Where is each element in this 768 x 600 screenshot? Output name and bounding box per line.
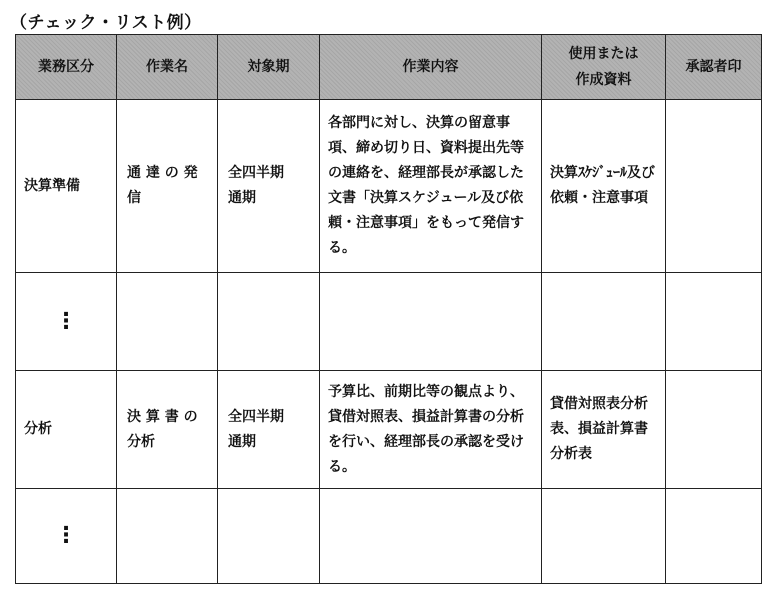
cell-category bbox=[16, 371, 117, 489]
cell-content bbox=[320, 489, 542, 584]
cell-target-period bbox=[218, 371, 320, 489]
cell-approver-seal bbox=[666, 100, 762, 273]
header-task-name: 作業名 bbox=[117, 35, 218, 100]
cell-target-period-text: 全四半期通期 bbox=[228, 165, 284, 206]
cell-task-name-text: 通 達 の 発信 bbox=[127, 165, 198, 206]
cell-approver-seal bbox=[666, 371, 762, 489]
vertical-ellipsis-icon: ⋮ bbox=[55, 308, 77, 334]
header-content: 作業内容 bbox=[320, 35, 542, 100]
header-approver-seal: 承認者印 bbox=[666, 35, 762, 100]
cell-target-period bbox=[218, 100, 320, 273]
cell-category bbox=[16, 489, 117, 584]
cell-materials bbox=[542, 489, 666, 584]
header-row bbox=[16, 35, 762, 100]
table-row bbox=[16, 100, 762, 273]
cell-materials bbox=[542, 100, 666, 273]
cell-materials-text: 決算ｽｹｼﾞｭｰﾙ及び依頼・注意事項 bbox=[550, 165, 655, 206]
table-row-ellipsis bbox=[16, 489, 762, 584]
cell-content bbox=[320, 371, 542, 489]
checklist-table bbox=[15, 34, 762, 584]
cell-category-text: 決算準備 bbox=[24, 177, 80, 194]
cell-materials-text: 貸借対照表分析表、損益計算書分析表 bbox=[550, 396, 648, 462]
cell-content-text: 予算比、前期比等の観点より、貸借対照表、損益計算書の分析を行い、経理部長の承認を受ける。 bbox=[328, 383, 524, 475]
cell-content bbox=[320, 100, 542, 273]
cell-category-text: 分析 bbox=[24, 421, 52, 437]
cell-target-period-text: 全四半期通期 bbox=[228, 408, 284, 450]
header-materials bbox=[542, 35, 666, 100]
cell-category bbox=[16, 273, 117, 371]
table-row bbox=[16, 371, 762, 489]
vertical-ellipsis-icon: ⋮ bbox=[55, 523, 77, 548]
cell-task-name-text: 決 算 書 の分析 bbox=[127, 408, 198, 450]
cell-category bbox=[16, 100, 117, 273]
table-caption: （チェック・リスト例） bbox=[10, 13, 202, 33]
cell-content bbox=[320, 273, 542, 371]
cell-task-name bbox=[117, 489, 218, 584]
header-category: 業務区分 bbox=[16, 35, 117, 100]
cell-materials bbox=[542, 273, 666, 371]
header-materials-line2: 作成資料 bbox=[575, 72, 632, 88]
cell-task-name bbox=[117, 371, 218, 489]
cell-target-period bbox=[218, 489, 320, 584]
cell-task-name bbox=[117, 100, 218, 273]
table-row-ellipsis bbox=[16, 273, 762, 371]
cell-task-name bbox=[117, 273, 218, 371]
cell-approver-seal bbox=[666, 273, 762, 371]
header-materials-line1: 使用または bbox=[568, 46, 639, 62]
cell-approver-seal bbox=[666, 489, 762, 584]
cell-materials bbox=[542, 371, 666, 489]
cell-target-period bbox=[218, 273, 320, 371]
cell-content-text: 各部門に対し、決算の留意事項、締め切り日、資料提出先等の連絡を、経理部長が承認した文書「決算スケジュール及び依頼・注意事項」をもって発信する。 bbox=[328, 115, 524, 256]
header-target-period: 対象期 bbox=[218, 35, 320, 100]
